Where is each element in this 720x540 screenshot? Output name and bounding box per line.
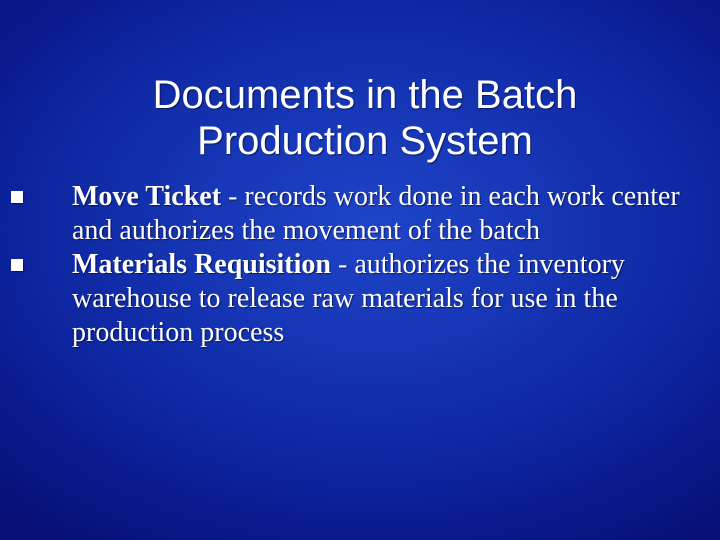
bullet-text: - authorizes the inventory warehouse to release raw materials for use in the production process [72, 249, 625, 348]
bullet-text: - records work done in each work center and authorizes the movement of the batch [72, 181, 680, 246]
bullet-list [72, 180, 702, 350]
title-line-1: Documents in the Batch [152, 73, 578, 117]
bullet-term: Materials Requisition [72, 249, 331, 280]
square-bullet-icon [11, 191, 23, 203]
square-bullet-icon [11, 259, 23, 271]
bullet-term: Move Ticket [72, 181, 222, 212]
title-line-2: Production System [197, 119, 533, 163]
bullet-item-materials-requisition [72, 248, 702, 350]
bullet-item-move-ticket [72, 180, 702, 248]
slide-title [60, 72, 670, 164]
